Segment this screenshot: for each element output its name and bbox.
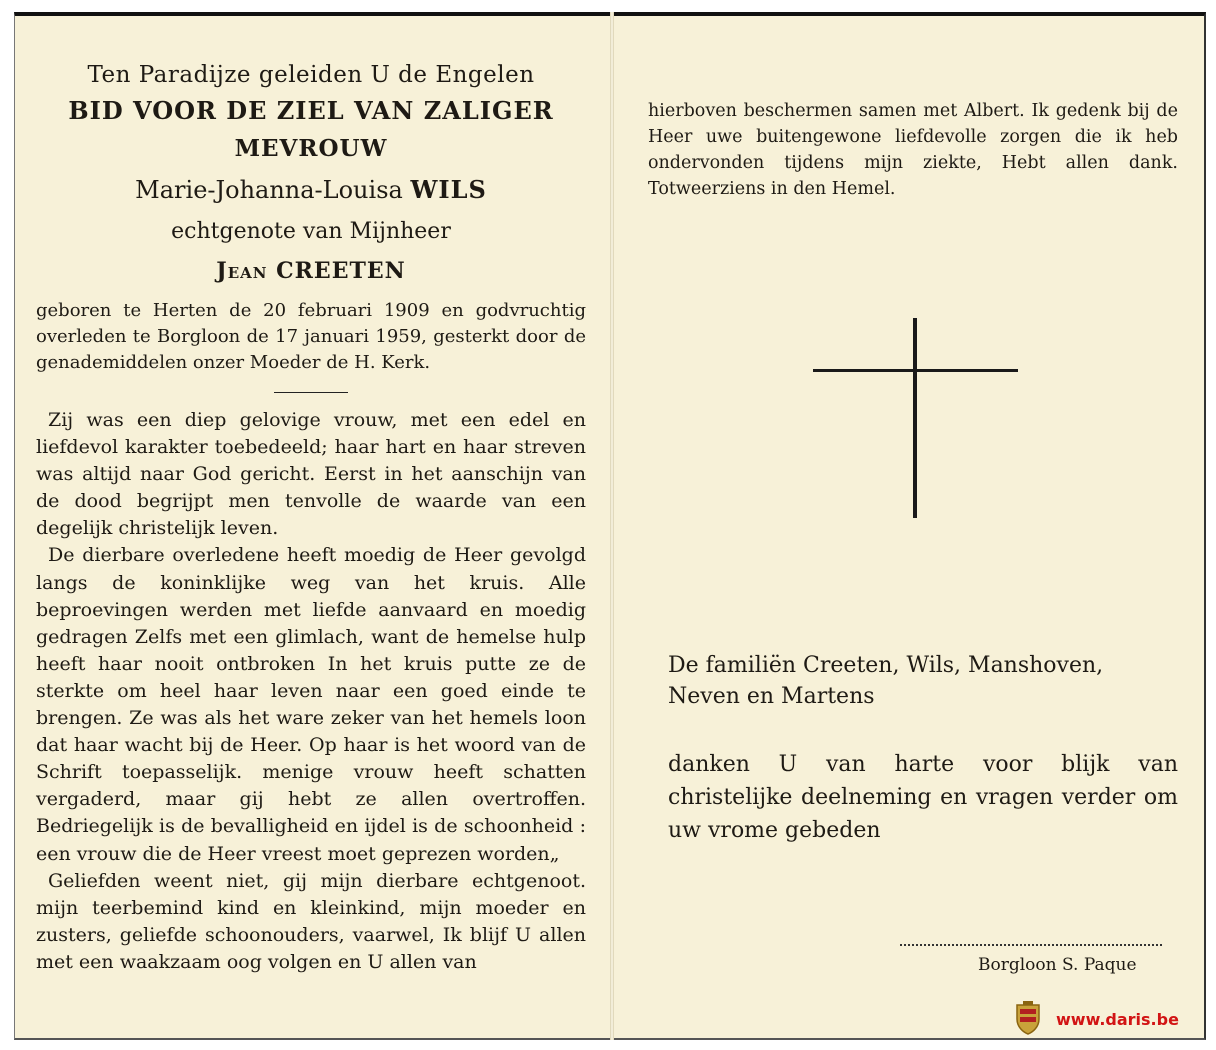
- birth-death-info: geboren te Herten de 20 februari 1909 en godvruchtig overleden te Borgloon de 17 januari 1959, gesterkt door de genademiddelen onzer Moeder de H. Kerk.: [36, 300, 586, 373]
- eulogy-text: [36, 407, 586, 976]
- right-panel: [648, 98, 1178, 202]
- continued-text: hierboven beschermen samen met Albert. Ik gedenk bij de Heer uwe buitengewone liefdevolle zorgen die ik heb ondervonden tijdens mijn ziekte, Hebt allen dank. Totweerziens in den Hemel.: [648, 101, 1178, 199]
- opening-line: Ten Paradijze geleiden U de Engelen: [87, 62, 535, 88]
- deceased-surname: WILS: [410, 175, 487, 204]
- cross-icon-vertical: [913, 318, 917, 518]
- dotted-rule: [900, 944, 1162, 946]
- spouse-intro: echtgenote van Mijnheer: [171, 219, 451, 244]
- thanks-text: danken U van harte voor blijk van christelijke deelneming en vragen verder om uw vrome gebeden: [668, 752, 1178, 843]
- eulogy-paragraph-2: De dierbare overledene heeft moedig de Heer gevolgd langs de koninklijke weg van het kruis. Alle beproevingen werden met liefde aanvaard en moedig gedragen Zelfs met een glimlach, want de hemelse hulp heeft haar nooit ontbroken In het kruis putte ze de sterkte om heel haar leven naar een goed einde te brengen. Ze was als het ware zeker van het hemels loon dat haar wacht bij de Heer. Op haar is het woord van de Schrift toepasselijk. menige vrouw heeft schatten vergaderd, maar gij hebt ze allen overtroffen. Bedriegelijk is de bevalligheid en ijdel is de schoonheid : een vrouw die de Heer vreest moet geprezen worden„: [36, 544, 586, 865]
- left-panel: [36, 58, 586, 976]
- cross-icon-horizontal: [813, 369, 1018, 372]
- prayer-heading: BID VOOR DE ZIEL VAN ZALIGER: [68, 96, 554, 125]
- spouse-name: Jean CREETEN: [216, 258, 406, 284]
- deceased-name: [36, 168, 586, 212]
- eulogy-paragraph-3: Geliefden weent niet, gij mijn dierbare echtgenoot. mijn teerbemind kind en kleinkind, mijn moeder en zusters, geliefde schoonouders, vaarwel, Ik blijf U allen met een waakzaam oog volgen en U allen van: [36, 869, 586, 973]
- title-mevrouw: MEVROUW: [234, 135, 388, 162]
- deceased-first-names: Marie-Johanna-Louisa: [135, 176, 403, 204]
- family-names: De familiën Creeten, Wils, Manshoven, Neven en Martens: [668, 653, 1104, 709]
- card-fold: [610, 12, 614, 1040]
- watermark-link[interactable]: www.daris.be: [1056, 1010, 1179, 1029]
- coat-of-arms-icon: [1014, 1001, 1042, 1035]
- separator-rule: [274, 392, 348, 393]
- eulogy-paragraph-1: Zij was een diep gelovige vrouw, met een edel en liefdevol karakter toebedeeld; haar hart en haar streven was altijd naar God gericht. Eerst in het aanschijn van de dood begrijpt men tenvolle de waarde van een degelijk christelijk leven.: [36, 409, 586, 540]
- printer-name: Borgloon S. Paque: [978, 955, 1137, 975]
